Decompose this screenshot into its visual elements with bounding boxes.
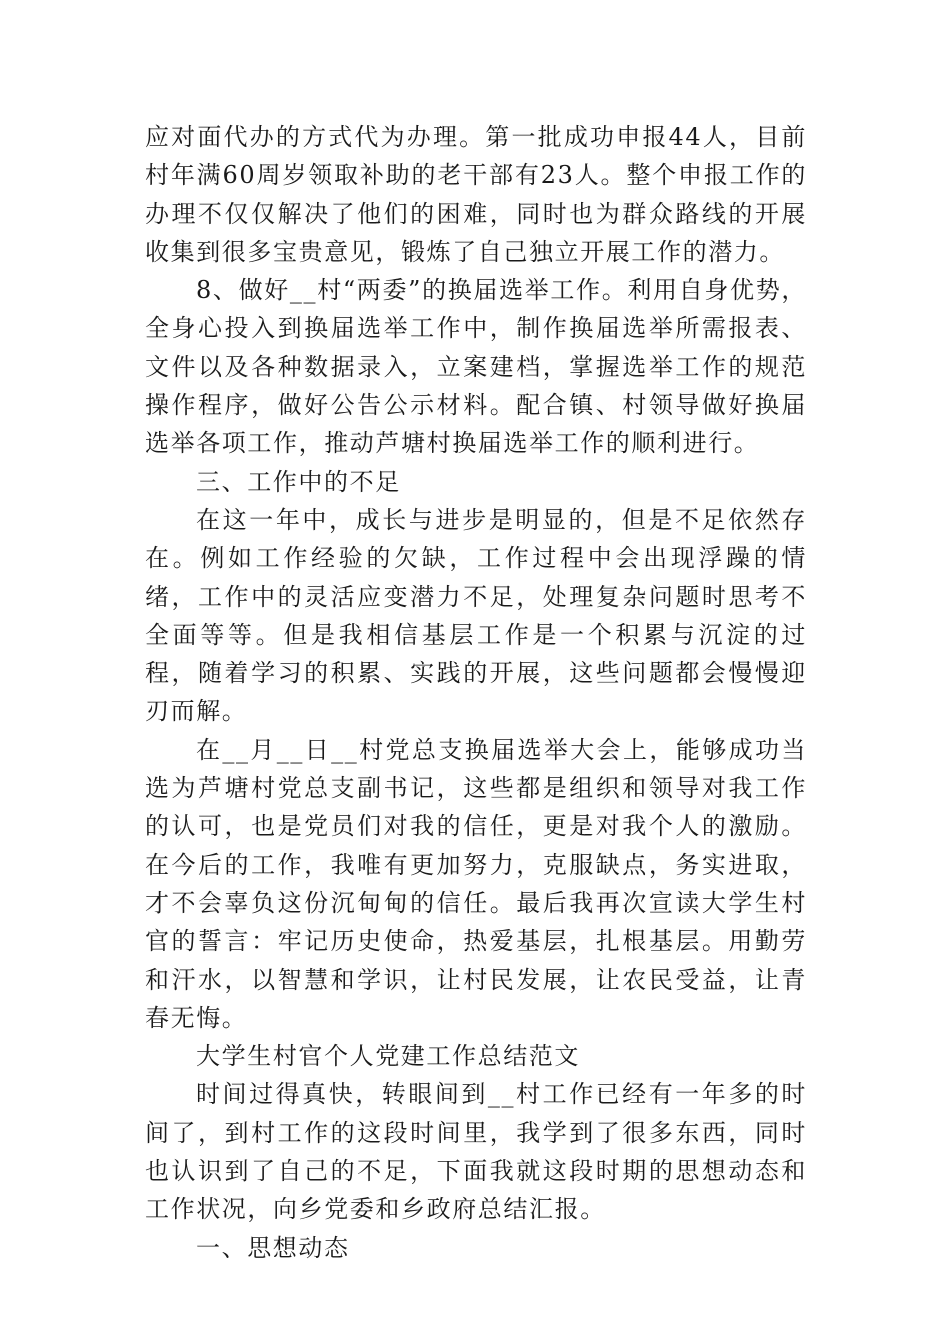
section-heading-thoughts: 一、思想动态 xyxy=(196,1233,350,1262)
document-page xyxy=(145,118,807,1267)
paragraph-shortcomings: 在这一年中，成长与进步是明显的，但是不足依然存在。例如工作经验的欠缺，工作过程中会出现浮躁的情绪，工作中的灵活应变潜力不足，处理复杂问题时思考不全面等等。但是我相信基层工作是一个积累与沉淀的过程，随着学习的积累、实践的开展，这些问题都会慢慢迎刃而解。 xyxy=(145,505,807,726)
paragraph-deputy-secretary: 在__月__日__村党总支换届选举大会上，能够成功当选为芦塘村党总支副书记，这些都是组织和领导对我工作的认可，也是党员们对我的信任，更是对我个人的激励。在今后的工作，我唯有更加努力，克服缺点，务实进取，才不会辜负这份沉甸甸的信任。最后我再次宣读大学生村官的誓言：牢记历史使命，热爱基层，扎根基层。用勤劳和汗水，以智慧和学识，让村民发展，让农民受益，让青春无悔。 xyxy=(145,735,807,1032)
paragraph-applications: 应对面代办的方式代为办理。第一批成功申报44人，目前村年满60周岁领取补助的老干部有23人。整个申报工作的办理不仅仅解决了他们的困难，同时也为群众路线的开展收集到很多宝贵意见，锻炼了自己独立开展工作的潜力。 xyxy=(145,123,807,266)
document-subtitle: 大学生村官个人党建工作总结范文 xyxy=(196,1042,580,1071)
section-heading-shortcomings: 三、工作中的不足 xyxy=(196,467,401,496)
paragraph-intro: 时间过得真快，转眼间到__村工作已经有一年多的时间了，到村工作的这段时间里，我学到了很多东西，同时也认识到了自己的不足，下面我就这段时期的思想动态和工作状况，向乡党委和乡政府总结汇报。 xyxy=(145,1080,807,1224)
paragraph-election-work: 8、做好__村“两委”的换届选举工作。利用自身优势，全身心投入到换届选举工作中，制作换届选举所需报表、文件以及各种数据录入，立案建档，掌握选举工作的规范操作程序，做好公告公示材料。配合镇、村领导做好换届选举各项工作，推动芦塘村换届选举工作的顺利进行。 xyxy=(145,276,807,458)
